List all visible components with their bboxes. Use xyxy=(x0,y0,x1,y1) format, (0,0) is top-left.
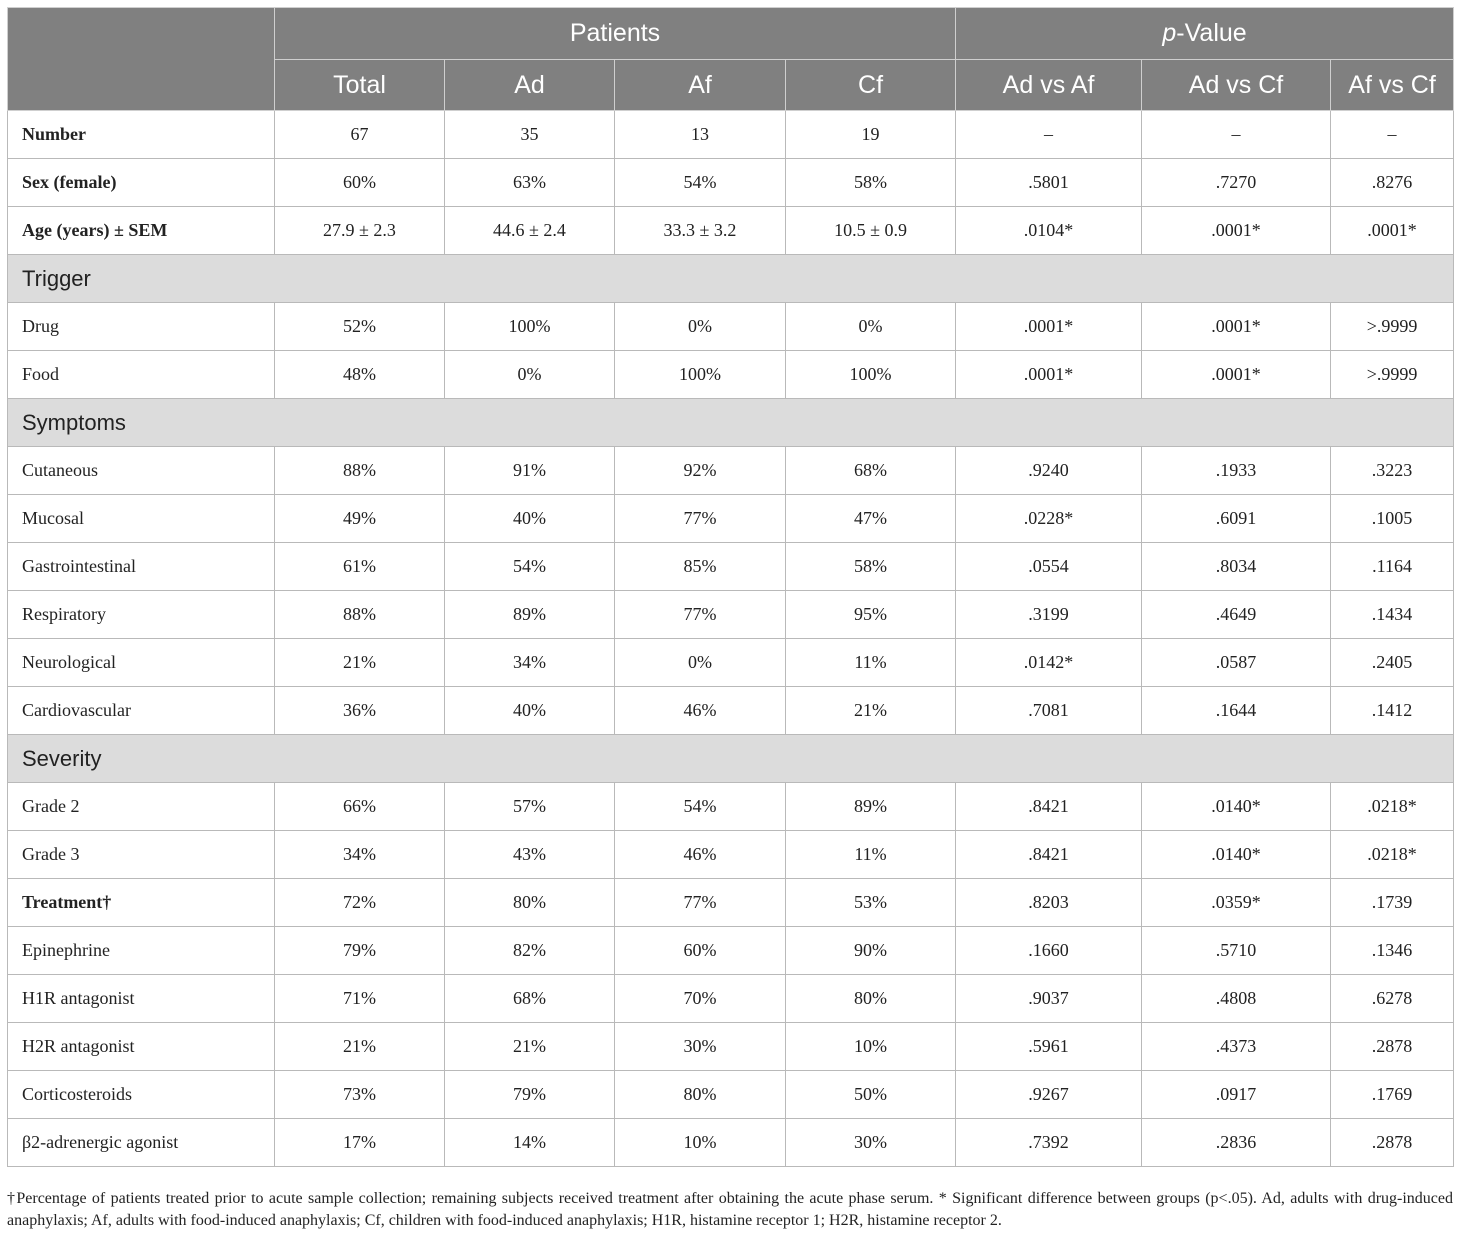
table-cell: 0% xyxy=(615,639,786,687)
table-cell: 10% xyxy=(615,1119,786,1167)
table-cell: .1412 xyxy=(1331,687,1454,735)
table-cell: 70% xyxy=(615,975,786,1023)
row-label: Drug xyxy=(8,303,275,351)
header-pvalue xyxy=(956,8,1454,60)
table-cell: .0228* xyxy=(956,495,1142,543)
table-cell: .2878 xyxy=(1331,1023,1454,1071)
header-pvalue-rest: -Value xyxy=(1176,19,1247,47)
table-cell: 100% xyxy=(445,303,615,351)
table-cell: 33.3 ± 3.2 xyxy=(615,207,786,255)
table-cell: 21% xyxy=(786,687,956,735)
table-cell: 79% xyxy=(445,1071,615,1119)
section-row xyxy=(8,735,1454,783)
col-header-cf: Cf xyxy=(786,60,956,111)
table-cell: 71% xyxy=(275,975,445,1023)
table-cell: .0218* xyxy=(1331,831,1454,879)
table-cell: 60% xyxy=(615,927,786,975)
table-cell: 67 xyxy=(275,111,445,159)
table-row xyxy=(8,639,1454,687)
table-cell: .4649 xyxy=(1142,591,1331,639)
table-cell: 82% xyxy=(445,927,615,975)
table-cell: .9267 xyxy=(956,1071,1142,1119)
table-cell: 89% xyxy=(786,783,956,831)
table-cell: 13 xyxy=(615,111,786,159)
table-cell: 10.5 ± 0.9 xyxy=(786,207,956,255)
table-cell: .0917 xyxy=(1142,1071,1331,1119)
table-cell: 54% xyxy=(445,543,615,591)
table-cell: 34% xyxy=(275,831,445,879)
table-cell: 40% xyxy=(445,495,615,543)
header-row-groups xyxy=(8,8,1454,60)
table-row xyxy=(8,1119,1454,1167)
table-cell: 72% xyxy=(275,879,445,927)
table-cell: .1660 xyxy=(956,927,1142,975)
table-cell: – xyxy=(956,111,1142,159)
section-row xyxy=(8,255,1454,303)
table-cell: >.9999 xyxy=(1331,351,1454,399)
table-cell: 21% xyxy=(275,1023,445,1071)
table-cell: .7270 xyxy=(1142,159,1331,207)
table-cell: .5801 xyxy=(956,159,1142,207)
row-label: Cardiovascular xyxy=(8,687,275,735)
table-cell: 89% xyxy=(445,591,615,639)
table-row xyxy=(8,159,1454,207)
section-row xyxy=(8,399,1454,447)
row-label: Neurological xyxy=(8,639,275,687)
table-cell: 19 xyxy=(786,111,956,159)
col-header-ad: Ad xyxy=(445,60,615,111)
table-cell: 63% xyxy=(445,159,615,207)
table-cell: 36% xyxy=(275,687,445,735)
table-cell: 68% xyxy=(445,975,615,1023)
table-cell: 60% xyxy=(275,159,445,207)
row-label: Grade 3 xyxy=(8,831,275,879)
table-cell: 66% xyxy=(275,783,445,831)
table-cell: .6091 xyxy=(1142,495,1331,543)
table-cell: 35 xyxy=(445,111,615,159)
table-row xyxy=(8,591,1454,639)
table-cell: 77% xyxy=(615,495,786,543)
table-cell: .9240 xyxy=(956,447,1142,495)
table-cell: 57% xyxy=(445,783,615,831)
table-cell: 88% xyxy=(275,447,445,495)
table-cell: .1346 xyxy=(1331,927,1454,975)
col-header-af: Af xyxy=(615,60,786,111)
table-cell: 11% xyxy=(786,831,956,879)
row-label: β2-adrenergic agonist xyxy=(8,1119,275,1167)
table-row xyxy=(8,1023,1454,1071)
table-cell: >.9999 xyxy=(1331,303,1454,351)
table-cell: 54% xyxy=(615,783,786,831)
section-label: Trigger xyxy=(8,255,1454,303)
table-cell: .0001* xyxy=(956,303,1142,351)
table-cell: 77% xyxy=(615,879,786,927)
row-label: Gastrointestinal xyxy=(8,543,275,591)
table-cell: 77% xyxy=(615,591,786,639)
table-cell: .1164 xyxy=(1331,543,1454,591)
row-label: Age (years) ± SEM xyxy=(8,207,275,255)
table-cell: 85% xyxy=(615,543,786,591)
table-cell: 30% xyxy=(615,1023,786,1071)
row-label: Food xyxy=(8,351,275,399)
table-cell: .2405 xyxy=(1331,639,1454,687)
table-cell: 21% xyxy=(275,639,445,687)
table-cell: 53% xyxy=(786,879,956,927)
row-label: Respiratory xyxy=(8,591,275,639)
table-row xyxy=(8,543,1454,591)
table-cell: 79% xyxy=(275,927,445,975)
table-row xyxy=(8,351,1454,399)
table-cell: .6278 xyxy=(1331,975,1454,1023)
table-row xyxy=(8,1071,1454,1119)
row-label: Number xyxy=(8,111,275,159)
table-cell: .3223 xyxy=(1331,447,1454,495)
table-cell: 21% xyxy=(445,1023,615,1071)
row-label: Sex (female) xyxy=(8,159,275,207)
table-cell: .1005 xyxy=(1331,495,1454,543)
table-cell: 80% xyxy=(786,975,956,1023)
table-cell: .0001* xyxy=(956,351,1142,399)
table-cell: .0140* xyxy=(1142,831,1331,879)
table-cell: – xyxy=(1331,111,1454,159)
table-cell: 47% xyxy=(786,495,956,543)
row-label: Corticosteroids xyxy=(8,1071,275,1119)
table-cell: .4373 xyxy=(1142,1023,1331,1071)
table-cell: 54% xyxy=(615,159,786,207)
table-row xyxy=(8,975,1454,1023)
table-cell: 52% xyxy=(275,303,445,351)
table-cell: .1434 xyxy=(1331,591,1454,639)
section-label: Symptoms xyxy=(8,399,1454,447)
table-cell: 80% xyxy=(615,1071,786,1119)
table-cell: .8421 xyxy=(956,783,1142,831)
table-cell: .1644 xyxy=(1142,687,1331,735)
table-cell: .0218* xyxy=(1331,783,1454,831)
table-cell: 14% xyxy=(445,1119,615,1167)
table-cell: .0001* xyxy=(1142,303,1331,351)
table-cell: 92% xyxy=(615,447,786,495)
section-label: Severity xyxy=(8,735,1454,783)
table-cell: 43% xyxy=(445,831,615,879)
table-cell: .0140* xyxy=(1142,783,1331,831)
table-cell: .1769 xyxy=(1331,1071,1454,1119)
table-cell: 17% xyxy=(275,1119,445,1167)
table-cell: 0% xyxy=(445,351,615,399)
table-cell: – xyxy=(1142,111,1331,159)
table-cell: .0001* xyxy=(1142,207,1331,255)
table-cell: 46% xyxy=(615,687,786,735)
row-label: H2R antagonist xyxy=(8,1023,275,1071)
row-label: Cutaneous xyxy=(8,447,275,495)
table-cell: 88% xyxy=(275,591,445,639)
table-cell: .0104* xyxy=(956,207,1142,255)
table-cell: .4808 xyxy=(1142,975,1331,1023)
table-row xyxy=(8,207,1454,255)
table-body xyxy=(8,111,1454,1167)
header-corner-cell xyxy=(8,8,275,111)
table-cell: 91% xyxy=(445,447,615,495)
table-row xyxy=(8,111,1454,159)
table-cell: 0% xyxy=(786,303,956,351)
table-row xyxy=(8,927,1454,975)
table-cell: .1933 xyxy=(1142,447,1331,495)
col-header-af-vs-cf: Af vs Cf xyxy=(1331,60,1454,111)
table-cell: 100% xyxy=(786,351,956,399)
col-header-ad-vs-af: Ad vs Af xyxy=(956,60,1142,111)
table-row xyxy=(8,687,1454,735)
table-cell: .0001* xyxy=(1331,207,1454,255)
table-cell: .2878 xyxy=(1331,1119,1454,1167)
table-cell: .1739 xyxy=(1331,879,1454,927)
table-row xyxy=(8,495,1454,543)
table-cell: .7392 xyxy=(956,1119,1142,1167)
header-pvalue-p: p xyxy=(1162,19,1177,47)
table-cell: .2836 xyxy=(1142,1119,1331,1167)
table-cell: .0554 xyxy=(956,543,1142,591)
table-cell: 68% xyxy=(786,447,956,495)
table-cell: 61% xyxy=(275,543,445,591)
table-cell: 95% xyxy=(786,591,956,639)
table-cell: .5710 xyxy=(1142,927,1331,975)
data-table xyxy=(7,7,1454,1167)
table-cell: 0% xyxy=(615,303,786,351)
row-label: Mucosal xyxy=(8,495,275,543)
table-cell: .8276 xyxy=(1331,159,1454,207)
col-header-total: Total xyxy=(275,60,445,111)
row-label: H1R antagonist xyxy=(8,975,275,1023)
table-row xyxy=(8,303,1454,351)
col-header-ad-vs-cf: Ad vs Cf xyxy=(1142,60,1331,111)
table-cell: .0001* xyxy=(1142,351,1331,399)
table-cell: 27.9 ± 2.3 xyxy=(275,207,445,255)
table-cell: .9037 xyxy=(956,975,1142,1023)
table-cell: 100% xyxy=(615,351,786,399)
table-cell: 46% xyxy=(615,831,786,879)
table-cell: .8203 xyxy=(956,879,1142,927)
row-label: Treatment† xyxy=(8,879,275,927)
table-cell: 40% xyxy=(445,687,615,735)
table-cell: 48% xyxy=(275,351,445,399)
table-cell: .0142* xyxy=(956,639,1142,687)
table-row xyxy=(8,879,1454,927)
table-cell: .8034 xyxy=(1142,543,1331,591)
header-patients: Patients xyxy=(275,8,956,60)
table-row xyxy=(8,831,1454,879)
table-cell: 44.6 ± 2.4 xyxy=(445,207,615,255)
table-cell: 58% xyxy=(786,159,956,207)
table-cell: 58% xyxy=(786,543,956,591)
table-cell: 34% xyxy=(445,639,615,687)
table-cell: 80% xyxy=(445,879,615,927)
table-cell: .5961 xyxy=(956,1023,1142,1071)
table-cell: 49% xyxy=(275,495,445,543)
table-cell: .7081 xyxy=(956,687,1142,735)
row-label: Grade 2 xyxy=(8,783,275,831)
table-cell: 73% xyxy=(275,1071,445,1119)
table-cell: .0587 xyxy=(1142,639,1331,687)
table-cell: 10% xyxy=(786,1023,956,1071)
table-row xyxy=(8,447,1454,495)
table-cell: 30% xyxy=(786,1119,956,1167)
table-cell: 11% xyxy=(786,639,956,687)
table-cell: 90% xyxy=(786,927,956,975)
row-label: Epinephrine xyxy=(8,927,275,975)
table-cell: .3199 xyxy=(956,591,1142,639)
table-cell: .8421 xyxy=(956,831,1142,879)
table-cell: .0359* xyxy=(1142,879,1331,927)
table-cell: 50% xyxy=(786,1071,956,1119)
table-row xyxy=(8,783,1454,831)
table-footnote: †Percentage of patients treated prior to acute sample collection; remaining subjects received treatment after obtaining the acute phase serum. * Significant difference between groups (p<.05). Ad, adults with drug-induced anaphylaxis; Af, adults with food-induced anaphylaxis; Cf, children with food-induced anaphylaxis; H1R, histamine receptor 1; H2R, histamine receptor 2. xyxy=(7,1190,1453,1229)
